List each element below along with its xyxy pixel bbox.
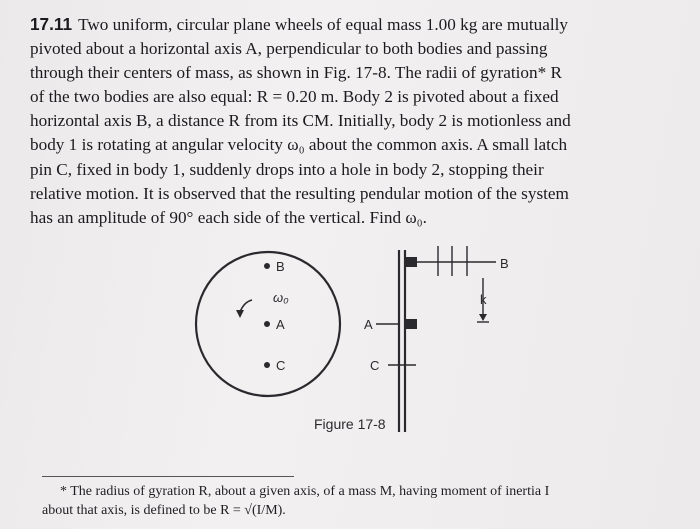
label-a-disk: A bbox=[276, 317, 285, 332]
problem-line-6: body 1 is rotating at angular velocity ω₀ about the common axis. A small latch bbox=[30, 135, 568, 155]
label-k: k bbox=[480, 292, 487, 307]
footnote-line-1: * The radius of gyration R, about a given axis, of a mass M, having moment of inertia I bbox=[60, 484, 550, 499]
label-c-disk: C bbox=[276, 358, 286, 373]
footnote-line-2: about that axis, is defined to be R = √(I/M). bbox=[42, 503, 286, 518]
label-a-side: A bbox=[364, 317, 373, 332]
problem-line-4: of the two bodies are also equal: R = 0.20 m. Body 2 is pivoted about a fixed bbox=[30, 87, 559, 107]
problem-line-9: has an amplitude of 90° each side of the vertical. Find ω₀. bbox=[30, 207, 427, 227]
problem-line-2: pivoted about a horizontal axis A, perpendicular to both bodies and passing bbox=[30, 39, 548, 59]
point-b-dot bbox=[264, 263, 270, 269]
problem-statement bbox=[30, 12, 682, 230]
label-b-disk: B bbox=[276, 259, 285, 274]
point-a-dot bbox=[264, 321, 270, 327]
problem-line-1: 17.11 Two uniform, circular plane wheels of equal mass 1.00 kg are mutually bbox=[30, 14, 568, 34]
footnote-divider bbox=[42, 476, 294, 477]
dimension-k-arrow bbox=[479, 314, 487, 321]
problem-line-8: relative motion. It is observed that the resulting pendular motion of the system bbox=[30, 183, 569, 203]
problem-line-5: horizontal axis B, a distance R from its CM. Initially, body 2 is motionless and bbox=[30, 111, 571, 131]
problem-number: 17.11 bbox=[30, 14, 73, 34]
figure-17-8 bbox=[180, 232, 540, 432]
point-c-dot bbox=[264, 362, 270, 368]
problem-line-3: through their centers of mass, as shown in Fig. 17-8. The radii of gyration* R bbox=[30, 63, 562, 83]
label-c-side: C bbox=[370, 358, 380, 373]
footnote bbox=[42, 482, 672, 520]
pivot-a-block bbox=[405, 319, 417, 329]
figure-caption: Figure 17-8 bbox=[314, 416, 386, 432]
omega-arrowhead bbox=[236, 310, 244, 318]
label-b-side: B bbox=[500, 256, 509, 271]
pivot-b-block bbox=[405, 257, 417, 267]
label-omega: ω₀ bbox=[273, 290, 289, 305]
problem-line-7: pin C, fixed in body 1, suddenly drops into a hole in body 2, stopping their bbox=[30, 159, 544, 179]
